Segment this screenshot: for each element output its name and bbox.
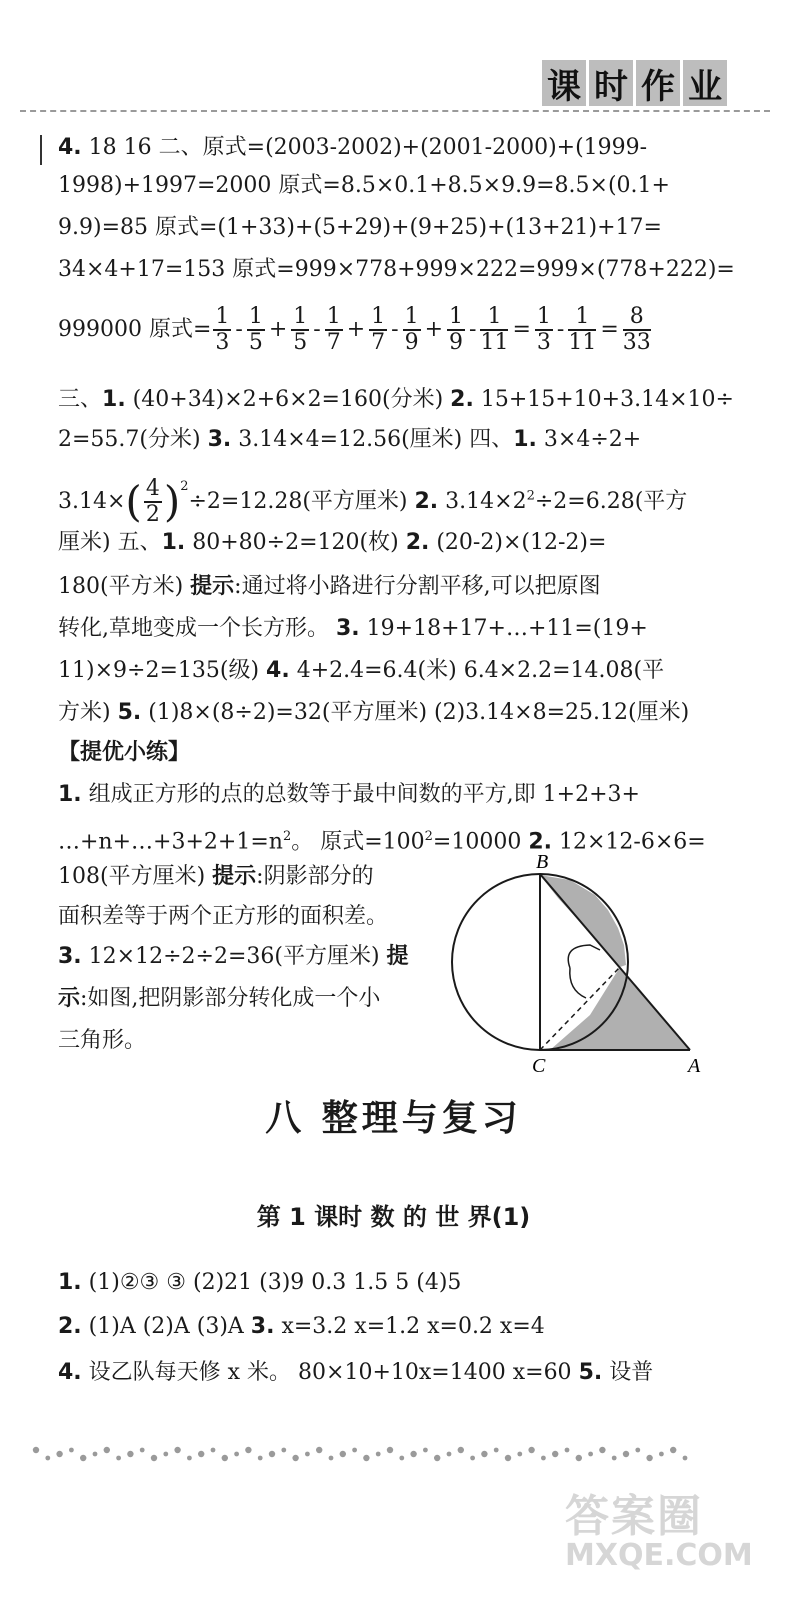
decorative-dot bbox=[281, 1448, 286, 1453]
answer-text: 4+2.4=6.4(米) 6.4×2.2=14.08(平 bbox=[289, 658, 665, 683]
item-number: 3. bbox=[250, 1314, 275, 1339]
answer-text: (20-2)×(12-2)= bbox=[429, 530, 607, 555]
fraction-chain bbox=[211, 304, 652, 355]
answer-text: 2=55.7(分米) bbox=[58, 427, 208, 452]
answer-text: ÷2=6.28(平方 bbox=[534, 489, 688, 514]
answer-text: 设乙队每天修 x 米。 80×10+10x=1400 x=60 bbox=[81, 1360, 579, 1385]
answer-line-15 bbox=[58, 780, 640, 810]
decorative-dot bbox=[33, 1447, 39, 1453]
decorative-dot bbox=[245, 1447, 251, 1453]
item-number: 4. bbox=[58, 1360, 82, 1385]
item-number: 1. bbox=[102, 387, 126, 412]
item-number: 2. bbox=[405, 530, 430, 555]
answer-text: 方米) bbox=[58, 700, 118, 725]
operator: = bbox=[600, 317, 619, 342]
operator: - bbox=[391, 317, 399, 342]
fraction-numerator: 1 bbox=[293, 304, 308, 329]
operator: - bbox=[556, 317, 565, 342]
decorative-dot bbox=[423, 1448, 428, 1453]
answer-text: 12×12÷2÷2=36(平方厘米) bbox=[81, 944, 387, 969]
fraction-numerator: 8 bbox=[623, 305, 651, 331]
decorative-dot bbox=[552, 1451, 558, 1457]
fraction-numerator: 4 bbox=[145, 476, 160, 501]
fraction bbox=[403, 305, 421, 355]
fraction bbox=[535, 305, 553, 355]
item-number: 2. bbox=[528, 829, 553, 855]
decorative-dot bbox=[612, 1456, 617, 1461]
decorative-dot bbox=[187, 1456, 192, 1461]
item-number: 2. bbox=[58, 1314, 82, 1339]
decorative-dot bbox=[151, 1455, 157, 1461]
fraction-numerator: 1 bbox=[480, 305, 508, 331]
decorative-dot-border bbox=[30, 1440, 700, 1470]
decorative-dot bbox=[363, 1455, 369, 1461]
answer-text: 设普 bbox=[602, 1360, 654, 1385]
answer-text: 180(平方米) bbox=[58, 574, 191, 599]
label-c: C bbox=[532, 1055, 546, 1077]
decorative-dot bbox=[576, 1455, 582, 1461]
exponent: 2 bbox=[180, 479, 189, 494]
answer-text: 999000 原式= bbox=[58, 317, 212, 342]
decorative-dot bbox=[222, 1455, 228, 1461]
decorative-dot bbox=[198, 1451, 204, 1457]
operator: + bbox=[346, 317, 366, 342]
decorative-dot bbox=[635, 1448, 640, 1453]
answer-text: 3×4÷2+ bbox=[536, 427, 642, 452]
exponent: 2 bbox=[282, 829, 292, 844]
decorative-dot bbox=[305, 1452, 310, 1457]
fraction-denominator: 5 bbox=[293, 330, 308, 355]
answer-text: 12×12-6×6= bbox=[552, 829, 706, 855]
fraction bbox=[369, 305, 387, 355]
fraction-expression-line bbox=[58, 305, 653, 355]
item-number: 3. bbox=[58, 944, 82, 969]
label-b: B bbox=[536, 851, 549, 873]
right-paren: ) bbox=[163, 477, 181, 526]
answer-text: =10000 bbox=[432, 829, 529, 855]
header-title-tiles bbox=[539, 60, 727, 106]
answer-text: …+n+…+3+2+1=n bbox=[58, 829, 283, 855]
item-number: 3. bbox=[336, 616, 360, 641]
fraction-numerator: 1 bbox=[404, 304, 419, 329]
answer-text: 组成正方形的点的总数等于最中间数的平方,即 1+2+3+ bbox=[81, 782, 640, 807]
decorative-dot bbox=[565, 1448, 570, 1453]
fraction-numerator: 1 bbox=[326, 304, 341, 329]
fraction bbox=[325, 305, 343, 355]
answer-line-3: 9.9)=85 原式=(1+33)+(5+29)+(9+25)+(13+21)+17= bbox=[58, 215, 662, 240]
answer-text: (1)A (2)A (3)A bbox=[81, 1314, 251, 1339]
decorative-dot bbox=[505, 1455, 511, 1461]
answer-text: 19+18+17+…+11=(19+ bbox=[359, 616, 648, 641]
fraction bbox=[480, 305, 508, 355]
answer-line-8 bbox=[58, 462, 687, 527]
decorative-dot bbox=[163, 1452, 168, 1457]
item-number: 1. bbox=[58, 782, 82, 807]
hint-label: 示 bbox=[58, 986, 81, 1011]
decorative-dot bbox=[56, 1451, 62, 1457]
fraction bbox=[247, 305, 265, 355]
fraction-numerator: 1 bbox=[568, 305, 596, 331]
answer-line-11 bbox=[58, 614, 648, 644]
decorative-dot bbox=[670, 1447, 676, 1453]
operator: + bbox=[424, 317, 444, 342]
item-number: 1. bbox=[513, 427, 537, 452]
fraction bbox=[213, 305, 231, 355]
fraction-numerator: 1 bbox=[371, 304, 386, 329]
answer-text: :通过将小路进行分割平移,可以把原图 bbox=[234, 574, 601, 599]
label-a: A bbox=[688, 1055, 701, 1077]
decorative-dot bbox=[399, 1456, 404, 1461]
decorative-dot bbox=[387, 1447, 393, 1453]
decorative-dot bbox=[517, 1452, 522, 1457]
fraction-numerator: 1 bbox=[248, 304, 263, 329]
answer-text: (40+34)×2+6×2=160(分米) bbox=[125, 387, 451, 412]
answer-line-17 bbox=[58, 862, 374, 892]
decorative-dot bbox=[340, 1451, 346, 1457]
left-paren: ( bbox=[125, 477, 142, 526]
decorative-dot bbox=[269, 1451, 275, 1457]
item-number: 3. bbox=[207, 427, 232, 452]
fraction-denominator: 7 bbox=[371, 330, 386, 355]
answer-line-13 bbox=[58, 698, 689, 728]
decorative-dot bbox=[45, 1456, 50, 1461]
fraction bbox=[568, 305, 596, 355]
decorative-dot bbox=[528, 1447, 534, 1453]
answer-line-18: 面积差等于两个正方形的面积差。 bbox=[58, 904, 389, 929]
hint-label: 提示 bbox=[190, 574, 235, 599]
decorative-dot bbox=[104, 1447, 110, 1453]
decorative-dot bbox=[116, 1456, 121, 1461]
decorative-dot bbox=[481, 1451, 487, 1457]
operator: - bbox=[469, 317, 477, 342]
exponent: 2 bbox=[424, 829, 433, 844]
answer-text: 11)×9÷2=135(级) bbox=[58, 658, 267, 683]
lesson-answer-line-1 bbox=[58, 1268, 461, 1298]
section-heading-advanced-practice: 【提优小练】 bbox=[58, 740, 191, 765]
lesson-answer-line-2 bbox=[58, 1312, 545, 1342]
item-number: 5. bbox=[117, 700, 142, 725]
fraction-denominator: 11 bbox=[568, 330, 597, 355]
fraction bbox=[291, 305, 309, 355]
answer-text: 3.14× bbox=[58, 489, 126, 514]
decorative-dot bbox=[127, 1451, 133, 1457]
answer-line-7 bbox=[58, 425, 641, 455]
decorative-dot bbox=[93, 1452, 98, 1457]
fraction-numerator: 1 bbox=[449, 304, 464, 329]
item-number: 2. bbox=[450, 387, 474, 412]
decorative-dot bbox=[69, 1448, 74, 1453]
decorative-dot bbox=[80, 1455, 86, 1461]
header-tile: 业 bbox=[683, 60, 727, 106]
answer-line-6 bbox=[58, 385, 734, 415]
hint-label: 提 bbox=[386, 944, 409, 969]
decorative-dot bbox=[329, 1456, 334, 1461]
header-tile: 时 bbox=[589, 60, 633, 106]
answer-line-19 bbox=[58, 942, 409, 972]
answer-text: :阴影部分的 bbox=[256, 864, 374, 889]
decorative-dot bbox=[470, 1456, 475, 1461]
answer-line-12 bbox=[58, 656, 664, 686]
answer-text: :如图,把阴影部分转化成一个小 bbox=[80, 986, 381, 1011]
fraction-denominator: 9 bbox=[449, 330, 464, 355]
operator: - bbox=[313, 317, 321, 342]
answer-text: 15+15+10+3.14×10÷ bbox=[473, 387, 734, 412]
decorative-dot bbox=[211, 1448, 216, 1453]
site-watermark bbox=[565, 1480, 753, 1573]
fraction-denominator: 7 bbox=[326, 330, 341, 355]
decorative-dot bbox=[494, 1448, 499, 1453]
answer-line-4: 34×4+17=153 原式=999×778+999×222=999×(778+222)= bbox=[58, 257, 735, 282]
answer-text: (1)8×(8÷2)=32(平方厘米) (2)3.14×8=25.12(厘米) bbox=[141, 700, 690, 725]
decorative-dot bbox=[623, 1451, 629, 1457]
answer-text: 。 原式=100 bbox=[291, 829, 425, 855]
fraction-denominator: 3 bbox=[536, 330, 551, 355]
fraction-denominator: 33 bbox=[622, 330, 651, 355]
operator: = bbox=[512, 317, 531, 342]
chapter-title: 八 整理与复习 bbox=[265, 1098, 522, 1139]
answer-text: 转化,草地变成一个长方形。 bbox=[58, 616, 336, 641]
answer-text: ÷2=12.28(平方厘米) bbox=[188, 489, 415, 514]
answer-text: (1)②③ ③ (2)21 (3)9 0.3 1.5 5 (4)5 bbox=[81, 1270, 462, 1295]
answer-line-1 bbox=[58, 133, 647, 163]
item-number: 2. bbox=[414, 489, 439, 514]
decorative-dot bbox=[376, 1452, 381, 1457]
rotation-arc bbox=[568, 945, 600, 998]
fraction-denominator: 3 bbox=[215, 330, 230, 355]
item-number: 5. bbox=[578, 1360, 603, 1385]
item-number: 4. bbox=[58, 135, 82, 160]
fraction bbox=[623, 305, 651, 355]
header-tile: 课 bbox=[542, 60, 586, 106]
answer-line-10 bbox=[58, 572, 601, 602]
lesson-answer-line-3 bbox=[58, 1358, 653, 1388]
answer-line-20 bbox=[58, 984, 380, 1014]
fraction-denominator: 9 bbox=[404, 330, 419, 355]
answer-line-2: 1998)+1997=2000 原式=8.5×0.1+8.5×9.9=8.5×(0.1+ bbox=[58, 173, 670, 198]
operator: - bbox=[235, 317, 243, 342]
item-number: 1. bbox=[161, 530, 186, 555]
answer-text: 80+80÷2=120(枚) bbox=[185, 530, 406, 555]
watermark-logo: 答案圈 bbox=[565, 1491, 703, 1542]
fraction bbox=[144, 477, 162, 527]
answer-text: 108(平方厘米) bbox=[58, 864, 213, 889]
item-number: 1. bbox=[58, 1270, 82, 1295]
item-number: 4. bbox=[266, 658, 290, 683]
fraction bbox=[447, 305, 465, 355]
decorative-dot bbox=[234, 1452, 239, 1457]
fraction-denominator: 11 bbox=[480, 330, 509, 355]
fraction-denominator: 5 bbox=[248, 330, 263, 355]
fraction-numerator: 1 bbox=[215, 304, 230, 329]
exponent: 2 bbox=[526, 488, 535, 504]
answer-line-21: 三角形。 bbox=[58, 1028, 147, 1053]
operator: + bbox=[268, 317, 288, 342]
decorative-dot bbox=[292, 1455, 298, 1461]
section-label: 三、 bbox=[58, 387, 103, 412]
watermark-url: MXQE.COM bbox=[565, 1538, 753, 1573]
decorative-dot bbox=[434, 1455, 440, 1461]
decorative-dot bbox=[683, 1456, 688, 1461]
decorative-dot bbox=[352, 1448, 357, 1453]
header-tile: 作 bbox=[636, 60, 680, 106]
decorative-dot bbox=[541, 1456, 546, 1461]
answer-text: 3.14×2 bbox=[438, 489, 527, 514]
decorative-dot bbox=[458, 1447, 464, 1453]
answer-text: 18 16 二、原式=(2003-2002)+(2001-2000)+(1999- bbox=[81, 135, 648, 160]
answer-text: x=3.2 x=1.2 x=0.2 x=4 bbox=[274, 1314, 545, 1339]
decorative-dot bbox=[410, 1451, 416, 1457]
decorative-dot bbox=[447, 1452, 452, 1457]
geometry-figure bbox=[440, 850, 720, 1080]
fraction-numerator: 1 bbox=[536, 304, 551, 329]
answer-text: 厘米) 五、 bbox=[58, 530, 162, 555]
answer-line-9 bbox=[58, 528, 606, 558]
decorative-dot bbox=[646, 1455, 652, 1461]
decorative-dot bbox=[659, 1452, 664, 1457]
hint-label: 提示 bbox=[212, 864, 257, 889]
answer-text: 3.14×4=12.56(厘米) 四、 bbox=[231, 427, 514, 452]
decorative-dot bbox=[599, 1447, 605, 1453]
lesson-title: 第 1 课时 数 的 世 界(1) bbox=[256, 1203, 531, 1231]
decorative-dot bbox=[140, 1448, 145, 1453]
decorative-dot bbox=[316, 1447, 322, 1453]
decorative-dot bbox=[174, 1447, 180, 1453]
margin-rule bbox=[40, 135, 42, 165]
fraction-denominator: 2 bbox=[145, 502, 160, 527]
decorative-dot bbox=[258, 1456, 263, 1461]
decorative-dot bbox=[588, 1452, 593, 1457]
